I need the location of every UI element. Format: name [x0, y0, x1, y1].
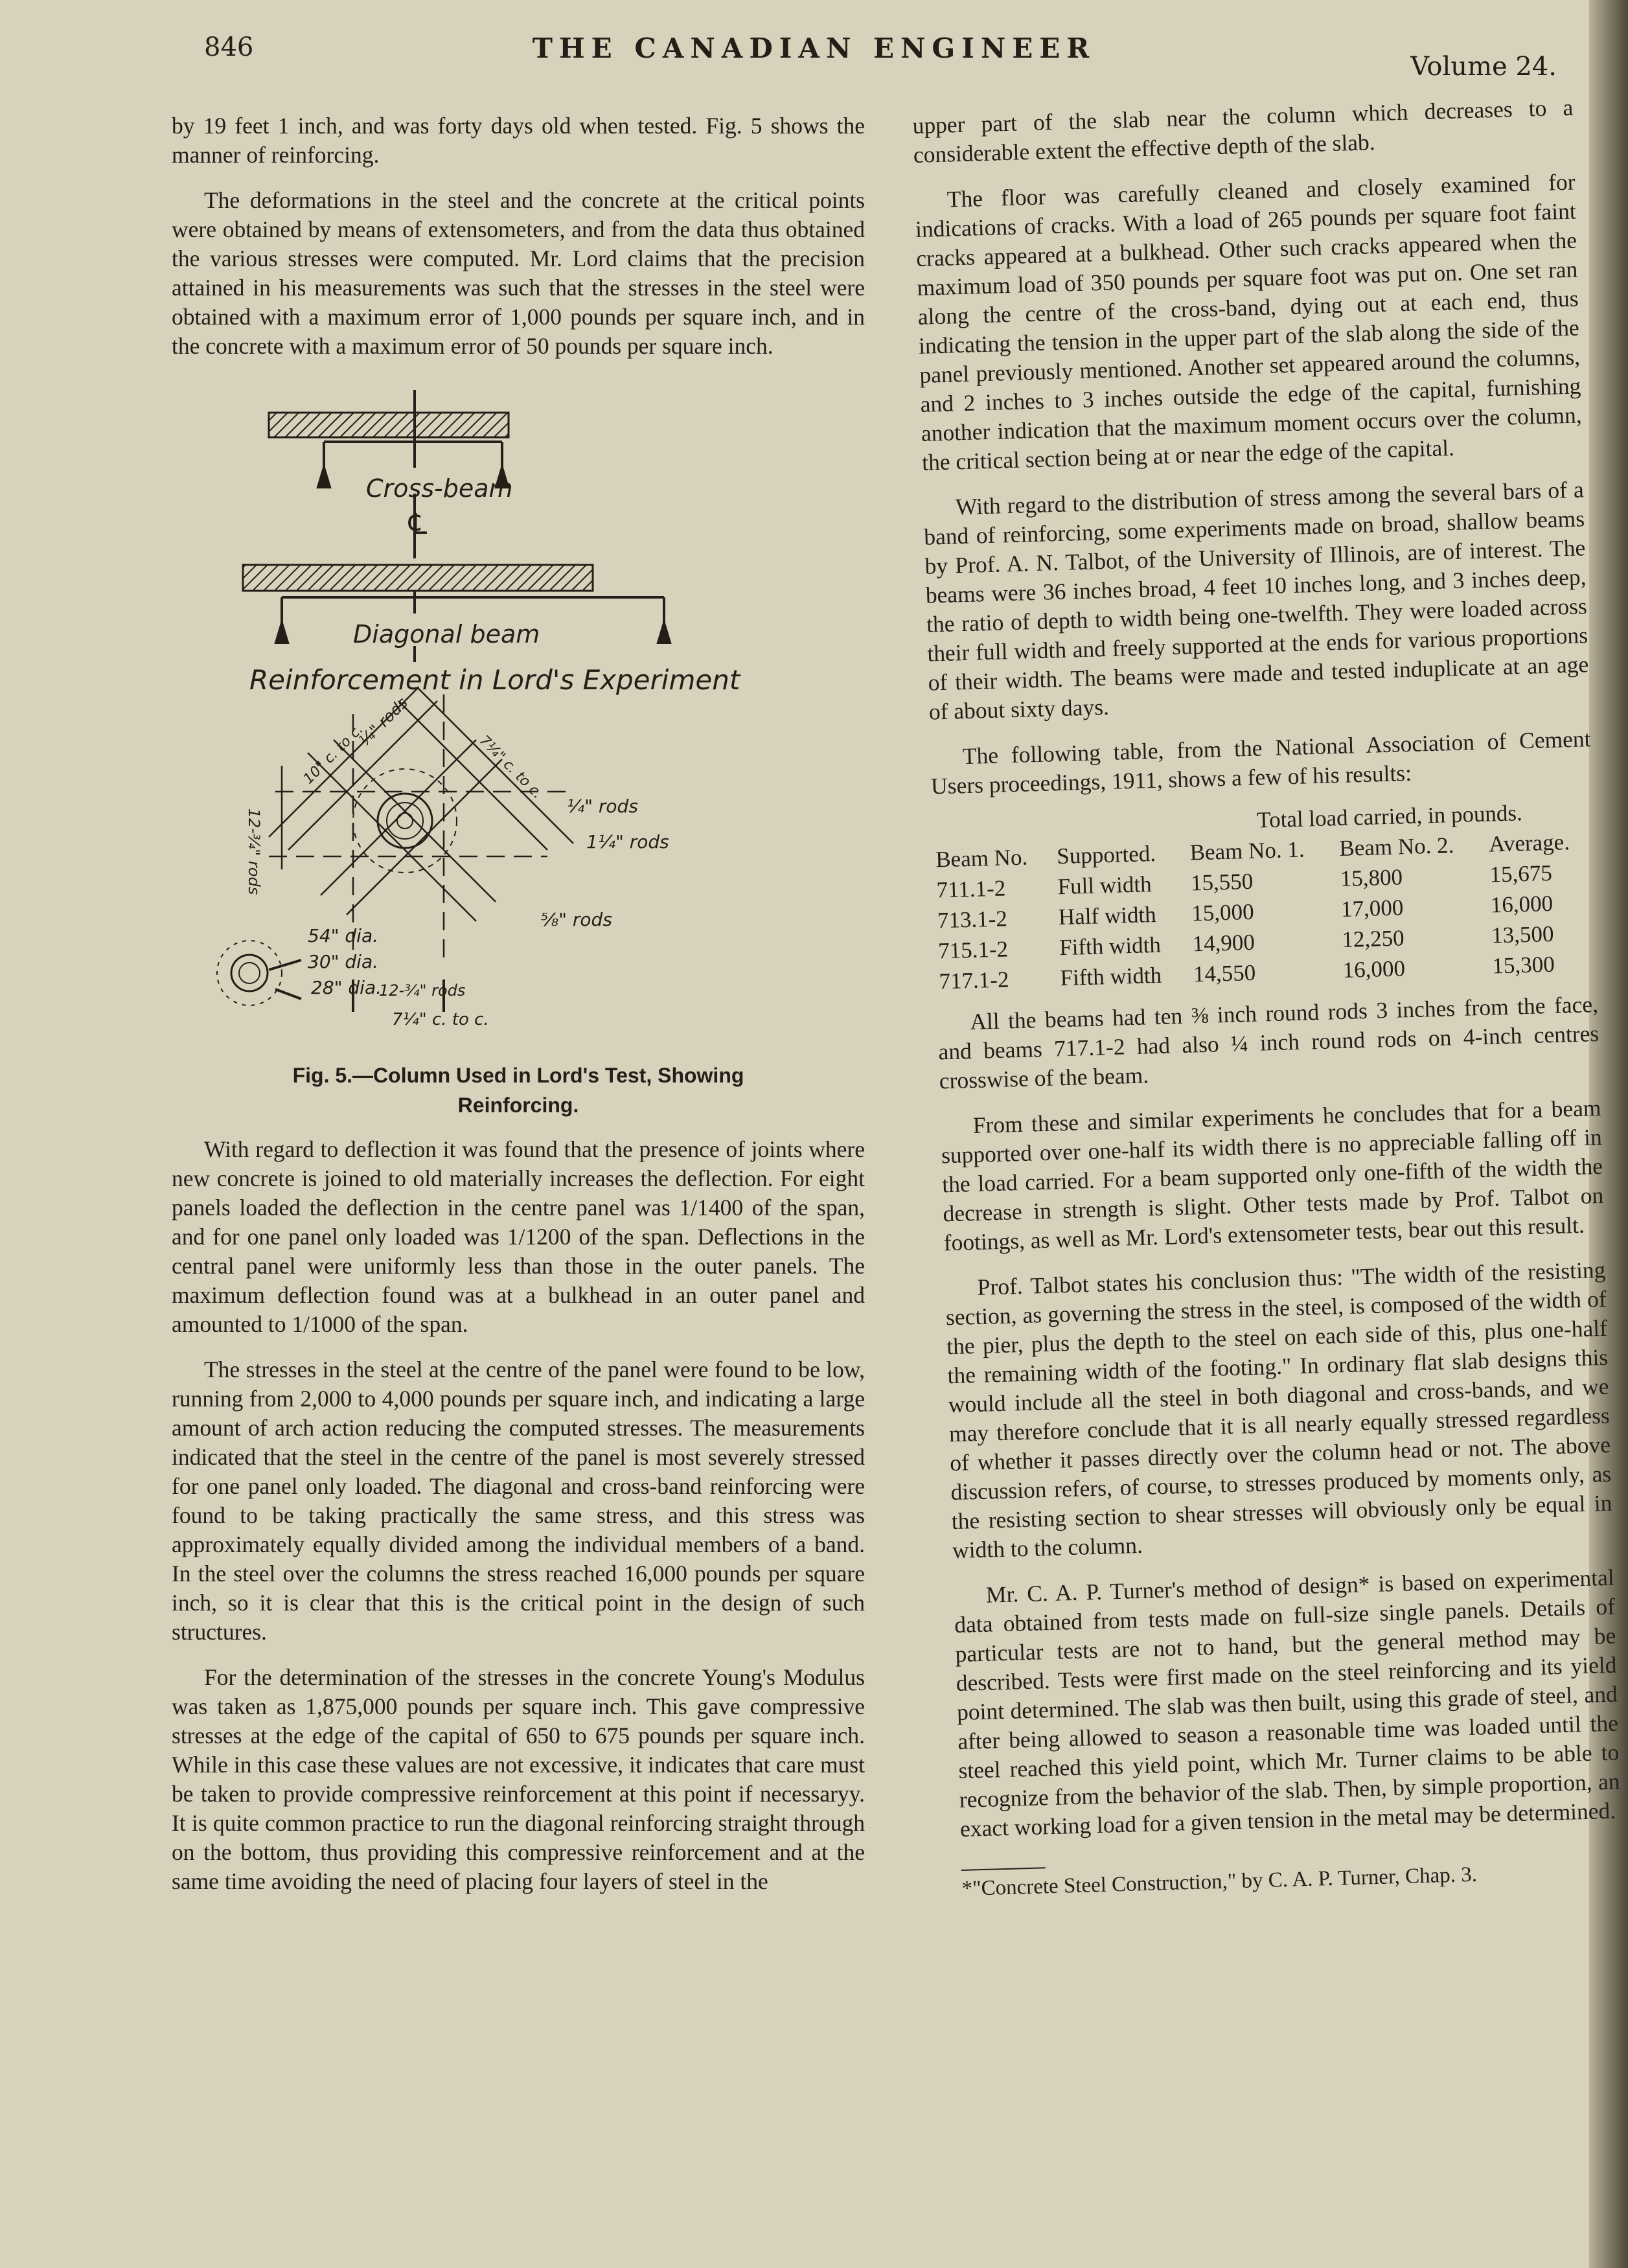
caption-line-2: Reinforcing.: [457, 1094, 579, 1117]
label-rods-top: ¼" rods: [355, 693, 411, 750]
label-cc-top: 10" c. to c.: [300, 721, 367, 788]
caption-line-1: Fig. 5.—Column Used in Lord's Test, Showing: [292, 1064, 744, 1087]
right-column: [912, 93, 1623, 1903]
table-header: Average.: [1488, 829, 1570, 857]
footnote-rule: [961, 1867, 1046, 1871]
journal-title: THE CANADIAN ENGINEER: [532, 32, 1096, 64]
left-paragraph-3: With regard to deflection it was found that the presence of joints where new concrete is joined to old materially increases the deflection. For eight panels loaded the deflection in the centre panel was 1/1400 of the span, and for one panel only loaded was 1/1200 of the span. Deflections in the central panel were uniformly less than those in the outer panels. The maximum deflection found was at a bulkhead in an outer panel and amounted to 1/1000 of the span.: [172, 1136, 865, 1337]
right-paragraph-5: All the beams had ten ⅜ inch round rods 3 inches from the face, and beams 717.1-2 had also ¼ inch round rods on 4-inch centres crosswise of the beam.: [937, 991, 1599, 1094]
left-column: [172, 111, 865, 1896]
table-cell: 14,900: [1192, 929, 1255, 957]
right-paragraph-4: The following table, from the National Association of Cement Users proceedings, 1911, shows a few of his results:: [930, 726, 1591, 799]
label-dia-30: 30" dia.: [308, 951, 379, 972]
table-cell: 15,675: [1489, 860, 1553, 888]
table-cell: 17,000: [1340, 895, 1404, 922]
label-dia-28: 28" dia.: [311, 977, 382, 998]
reinforcement-diagram: [211, 390, 832, 1051]
table-cell: 16,000: [1342, 956, 1406, 983]
table-super-header: Total load carried, in pounds.: [1256, 800, 1523, 833]
label-spacing-bottom-2: 7¼" c. to c.: [392, 1010, 489, 1029]
right-paragraph-3: With regard to the distribution of stress among the several bars of a band of reinforcing, some experiments made on broad, shallow beams by Prof. A. N. Talbot, of the University of Illinois, are of interest. The beams were 36 inches broad, 4 feet 10 inches long, and 3 inches deep, the ratio of depth to width being one-twelfth. They were loaded across their full width and freely supported at the ends for various proportions of their width. The beams were made and tested induplicate at an age of about sixty days.: [923, 476, 1589, 725]
figure-caption: [172, 1060, 865, 1120]
table-cell: Fifth width: [1059, 932, 1162, 961]
figure-5: [172, 390, 865, 1122]
label-cross-beam: Cross-beam: [366, 474, 513, 503]
table-cell: 711.1-2: [936, 875, 1006, 903]
table-cell: 16,000: [1490, 890, 1553, 918]
label-diagonal-beam: Diagonal beam: [353, 620, 540, 648]
footnote: *"Concrete Steel Construction," by C. A. P. Turner, Chap. 3.: [961, 1862, 1478, 1901]
table-header: Beam No. 2.: [1338, 832, 1454, 862]
table-cell: 12,250: [1341, 925, 1405, 952]
table-cell: Full width: [1057, 871, 1152, 900]
label-rods-1: ¼" rods: [567, 796, 638, 817]
results-table: [932, 796, 1597, 996]
label-rods-vertical: 12-¾" rods: [245, 808, 264, 895]
left-paragraph-4: The stresses in the steel at the centre of the panel were found to be low, running from 2,000 to 4,000 pounds per square inch, and indicating a large amount of arch action reducing the computed stresses. The measurements indicated that the steel in the centre of the panel is most severely stressed for one panel only loaded. The diagonal and cross-band reinforcing were found to be taking practically the same stress, and this stress was approximately equally divided among the individual members of a band. In the steel over the columns the stress reached 16,000 pounds per square inch, so it is clear that this is the critical point in the design of such structures.: [172, 1357, 865, 1645]
table-cell: 15,550: [1190, 868, 1254, 896]
volume-label: Volume 24.: [1410, 52, 1557, 82]
left-paragraph-2: The deformations in the steel and the concrete at the critical points were obtained by means of extensometers, and from the data thus obtained the various stresses were computed. Mr. Lord claims that the precision attained in his measurements was such that the stresses in the steel were obtained with a maximum error of 1,000 pounds per square inch, and in the concrete with a maximum error of 50 pounds per square inch.: [172, 187, 865, 359]
table-cell: 13,500: [1491, 921, 1554, 948]
label-spacing-bottom-1: 12-¾" rods: [379, 981, 466, 1000]
table-cell: 15,000: [1191, 899, 1255, 926]
right-paragraph-7: Prof. Talbot states his conclusion thus: "The width of the resisting section, as governing the stress in the steel, is composed of the width of the pier, plus the depth to the steel on each side of this, plus one-half the remaining width of the footing." In ordinary flat slab designs this would include all the steel in both diagonal and cross-bands, and we may therefore conclude that it is all nearly equally stressed regardless of whether it passes directly over the column head or not. The above discussion refers, of course, to stresses produced by moments only, as the resisting section to shear stresses will obviously only be equal in width to the column.: [945, 1256, 1612, 1564]
right-paragraph-2: The floor was carefully cleaned and closely examined for indications of cracks. With a load of 265 pounds per square foot faint cracks appeared at a bulkhead. Other such cracks appeared when the maximum load of 350 pounds per square foot was put on. One set ran along the centre of the cross-band, dying out at each end, thus indicating the tension in the upper part of the slab along the side of the panel previously mentioned. Another set appeared around the columns, and 2 inches to 3 inches outside the edge of the capital, furnishing another indication that the maximum moment occurs over the column, the critical section being at or near the edge of the capital.: [915, 168, 1583, 475]
label-dia-54: 54" dia.: [308, 925, 379, 946]
left-paragraph-5: For the determination of the stresses in the concrete Young's Modulus was taken as 1,875,000 pounds per square inch. This gave compressive stresses at the edge of the capital of 650 to 675 pounds per square inch. While in this case these values are not excessive, it indicates that care must be taken to provide compressive reinforcement at this point if necessaryy. It is quite common practice to run the diagonal reinforcing straight through on the bottom, thus providing this compressive reinforcement and at the same time avoiding the need of placing four layers of steel in the: [172, 1664, 865, 1894]
table-cell: 15,300: [1491, 951, 1555, 979]
table-cell: 15,800: [1340, 864, 1403, 892]
table-cell: Fifth width: [1060, 962, 1162, 991]
page-number: 846: [204, 32, 254, 62]
right-paragraph-8: Mr. C. A. P. Turner's method of design* is based on experimental data obtained from tests made on full-size single panels. Details of particular tests are not to hand, but the general method may be described. Tests were first made on the steel reinforcing and its yield point determined. The slab was then built, using this grade of steel, and after being allowed to season a reasonable time was loaded until the steel reached this yield point, which Mr. Turner claims to be able to recognize from the behavior of the slab. Then, by simple proportion, an exact working load for a given tension in the metal may be determined.: [954, 1564, 1620, 1842]
right-paragraph-1: upper part of the slab near the column which decreases to a considerable extent the effective depth of the slab.: [912, 94, 1574, 168]
table-cell: 713.1-2: [937, 906, 1008, 934]
label-rods-2: 1¼" rods: [586, 831, 669, 853]
table-header: Beam No.: [935, 844, 1028, 873]
label-centerline: ℄: [405, 508, 431, 541]
label-rods-3: ⅝" rods: [541, 909, 612, 930]
table-cell: 715.1-2: [937, 936, 1009, 964]
right-paragraph-6: From these and similar experiments he concludes that for a beam supported over one-half its width there is no appreciable falling off in the load carried. For a beam supported only one-fifth of the width the decrease in strength is slight. Other tests made by Prof. Talbot on footings, as well as Mr. Lord's extensometer tests, bear out this result.: [941, 1094, 1604, 1256]
table-cell: 717.1-2: [938, 967, 1009, 994]
label-spacing-right: 7¼" c. to c.: [476, 732, 545, 803]
table-cell: 14,550: [1193, 959, 1256, 987]
table-cell: Half width: [1058, 901, 1157, 930]
table-header: Beam No. 1.: [1189, 836, 1305, 865]
left-paragraph-1: by 19 feet 1 inch, and was forty days old when tested. Fig. 5 shows the manner of reinforcing.: [172, 113, 865, 168]
label-figure-title: Reinforcement in Lord's Experiment: [249, 664, 740, 696]
table-header: Supported.: [1056, 840, 1156, 869]
